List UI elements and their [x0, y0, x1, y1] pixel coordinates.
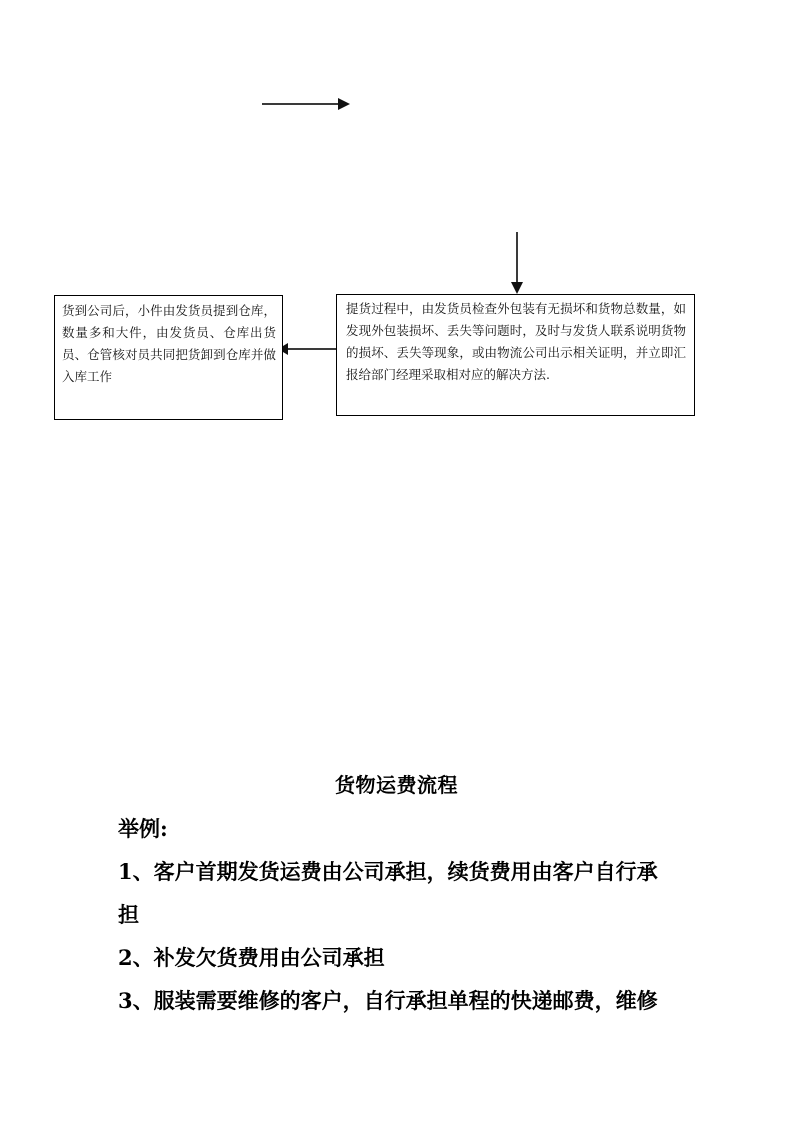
list-item-continuation: 担	[118, 902, 139, 927]
arrow-left-icon	[278, 339, 340, 359]
flowchart-box-pickup-inspection	[336, 294, 695, 416]
flowchart-box-receiving-text: 货到公司后，小件由发货员提到仓库，数量多和大件，由发货员、仓库出货员、仓管核对员共同把货卸到仓库并做入库工作	[62, 303, 276, 384]
flowchart-box-receiving	[54, 295, 283, 420]
page-title: 货物运费流程	[335, 773, 458, 797]
intro-label: 举例:	[118, 816, 168, 841]
arrow-right-icon	[258, 94, 350, 114]
flowchart-box-pickup-inspection-text: 提货过程中，由发货员检查外包装有无损坏和货物总数量，如发现外包装损坏、丢失等问题时，及时与发货人联系说明货物的损坏、丢失等现象，或由物流公司出示相关证明，并立即汇报给部门经理采取相对应的解决方法.	[346, 301, 686, 382]
list-item: 1、客户首期发货运费由公司承担，续货费用由客户自行承	[118, 859, 658, 884]
body-text-block	[118, 807, 678, 1022]
list-item: 2、补发欠货费用由公司承担	[118, 945, 385, 970]
arrow-down-icon	[506, 230, 528, 294]
list-item: 3、服装需要维修的客户，自行承担单程的快递邮费，维修	[118, 988, 658, 1013]
